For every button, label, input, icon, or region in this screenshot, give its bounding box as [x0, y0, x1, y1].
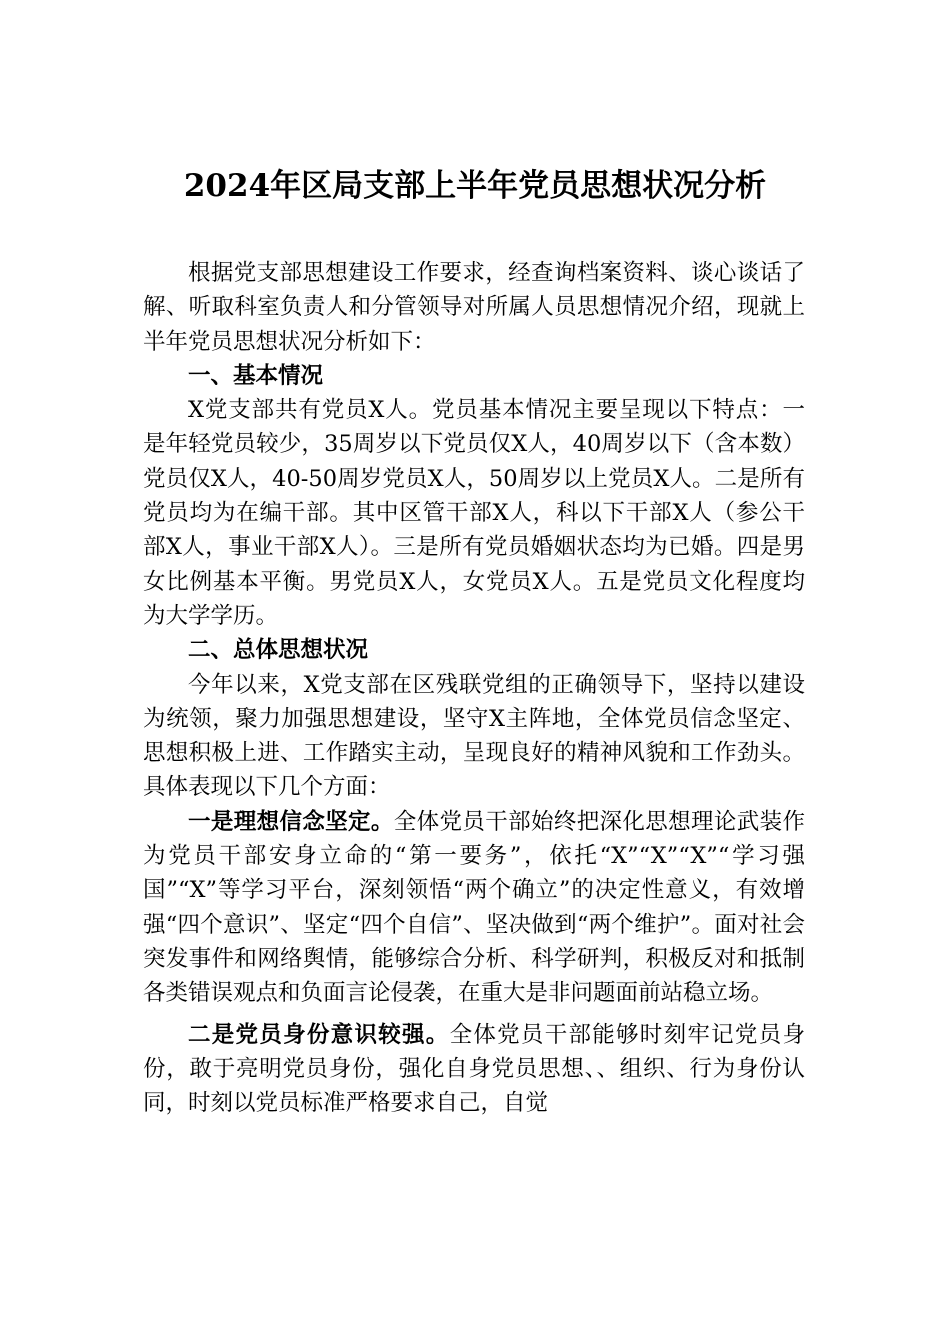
paragraph-text: X党支部共有党员X人。党员基本情况主要呈现以下特点：一是年轻党员较少，35周岁以下党员仅X人，40周岁以下（含本数）党员仅X人，40-50周岁党员X人，50周岁以上党员X人。二是所有党员均为在编干部。其中区管干部X人，科以下干部X人（参公干部X人，事业干部X人）。三是所有党员婚姻状态均为已婚。四是男女比例基本平衡。男党员X人，女党员X人。五是党员文化程度均为大学学历。 — [143, 397, 805, 629]
point-one-paragraph — [143, 805, 805, 1011]
point-two-paragraph — [143, 1018, 805, 1121]
document-title: 2024年区局支部上半年党员思想状况分析 — [183, 168, 767, 204]
section-heading-overall — [143, 633, 805, 667]
basic-situation-paragraph — [143, 393, 805, 633]
point-lead: 二是党员身份意识较强。 — [188, 1021, 450, 1048]
overall-paragraph — [143, 668, 805, 805]
paragraph-text: 今年以来，X党支部在区残联党组的正确领导下，坚持以建设为统领，聚力加强思想建设，坚守X主阵地，全体党员信念坚定、思想积极上进、工作踏实主动，呈现良好的精神风貌和工作劲头。具体表现以下几个方面： — [143, 671, 805, 801]
paragraph-text: 全体党员干部能够时刻牢记党员身份，敢于亮明党员身份，强化自身党员思想、、组织、行为身份认同，时刻以党员标准严格要求自己，自觉 — [143, 1021, 805, 1117]
heading-text: 一、基本情况 — [188, 362, 324, 389]
section-heading-basic — [143, 359, 805, 393]
intro-paragraph — [143, 256, 805, 359]
heading-text: 二、总体思想状况 — [188, 637, 369, 664]
paragraph-text: 根据党支部思想建设工作要求，经查询档案资料、谈心谈话了解、听取科室负责人和分管领导对所属人员思想情况介绍，现就上半年党员思想状况分析如下： — [143, 260, 805, 355]
point-lead: 一是理想信念坚定。 — [188, 808, 394, 835]
paragraph-text: 全体党员干部始终把深化思想理论武装作为党员干部安身立命的“第一要务”，依托“X”“X”“X”“学习强国”“X”等学习平台，深刻领悟“两个确立”的决定性意义，有效增强“四个意识”、坚定“四个自信”、坚决做到“两个维护”。面对社会突发事件和网络舆情，能够综合分析、科学研判，积极反对和抵制各类错误观点和负面言论侵袭，在重大是非问题面前站稳立场。 — [143, 808, 805, 1007]
document-body — [143, 256, 805, 1120]
